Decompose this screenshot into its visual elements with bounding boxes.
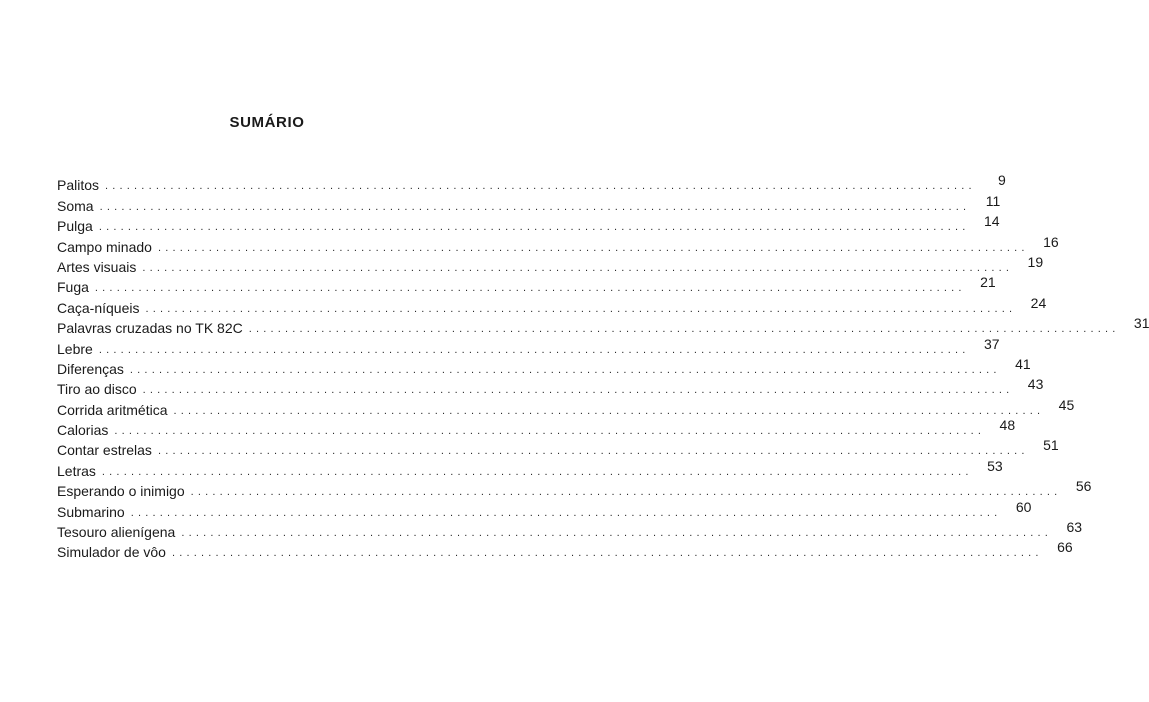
dot-leader: ........................................................................................................................: [171, 547, 1043, 560]
toc-entry: [57, 376, 1044, 398]
toc-entry-title: Lebre: [57, 340, 93, 357]
toc-entry: [57, 335, 1000, 357]
dot-leader: ........................................................................................................................: [145, 302, 1017, 315]
toc-entry-page: 37: [983, 335, 1000, 352]
dot-leader: ........................................................................................................................: [99, 200, 971, 213]
dot-leader: ........................................................................................................................: [157, 241, 1029, 254]
toc-entry: [57, 478, 1092, 500]
toc-entry: [57, 172, 1006, 194]
dot-leader: ........................................................................................................................: [142, 384, 1014, 397]
toc-entry: [57, 355, 1031, 377]
dot-leader: ........................................................................................................................: [101, 465, 973, 478]
toc-entry: [57, 498, 1032, 520]
toc-entry-title: Tiro ao disco: [57, 381, 137, 398]
toc-entry-title: Calorias: [57, 422, 109, 439]
toc-entry-title: Soma: [57, 197, 94, 214]
page-title: SUMÁRIO: [229, 114, 305, 131]
toc-entry-title: Fuga: [57, 279, 89, 296]
toc-entry-title: Contar estrelas: [57, 442, 152, 459]
toc-entry-page: 31: [1133, 315, 1149, 332]
toc-entry-page: 16: [1043, 233, 1059, 250]
toc-entry: [57, 457, 1003, 479]
toc-entry-page: 24: [1030, 294, 1047, 311]
toc-entry-title: Pulga: [57, 218, 93, 235]
toc-entry-page: 53: [987, 457, 1003, 474]
dot-leader: ........................................................................................................................: [130, 506, 1002, 519]
toc-entry: [57, 539, 1073, 561]
toc-entry: [57, 417, 1016, 439]
toc-entry-page: 9: [997, 172, 1006, 189]
toc-entry-page: 56: [1075, 478, 1092, 495]
dot-leader: ........................................................................................................................: [114, 425, 986, 438]
toc-entry-page: 45: [1058, 396, 1075, 413]
toc-entry: [57, 315, 1149, 337]
toc-entry-page: 14: [983, 213, 1000, 230]
toc-entry-page: 11: [985, 192, 1001, 209]
toc-entry-page: 66: [1057, 539, 1073, 556]
toc-entry: [57, 396, 1075, 418]
toc-entry: [57, 192, 1001, 214]
dot-leader: ........................................................................................................................: [181, 527, 1053, 540]
dot-leader: ........................................................................................................................: [129, 363, 1001, 376]
toc-entry: [57, 253, 1044, 275]
dot-leader: ........................................................................................................................: [190, 486, 1062, 499]
toc-entry-title: Submarino: [57, 503, 125, 520]
toc-entry-title: Letras: [57, 462, 96, 479]
toc-entry-title: Palavras cruzadas no TK 82C: [57, 320, 243, 337]
toc-entry-title: Campo minado: [57, 238, 152, 255]
dot-leader: ........................................................................................................................: [98, 221, 970, 234]
toc-entry-page: 21: [980, 274, 996, 291]
toc-entry-title: Corrida aritmética: [57, 401, 168, 418]
toc-entry: [57, 213, 1000, 235]
dot-leader: ........................................................................................................................: [248, 323, 1120, 336]
toc-entry: [57, 274, 996, 296]
dot-leader: ........................................................................................................................: [157, 445, 1029, 458]
toc-entry: [57, 294, 1047, 316]
toc-entry-page: 51: [1043, 437, 1059, 454]
dot-leader: ........................................................................................................................: [94, 282, 966, 295]
toc-entry-title: Palitos: [57, 177, 100, 194]
toc-entry-page: 43: [1027, 376, 1044, 393]
toc-entry-title: Esperando o inimigo: [57, 483, 185, 500]
toc-entry-title: Caça-níqueis: [57, 299, 140, 316]
toc-entry-title: Artes visuais: [57, 258, 137, 275]
toc-entry-page: 48: [999, 417, 1016, 434]
toc-entry-title: Diferenças: [57, 360, 124, 377]
toc-entry-page: 19: [1027, 253, 1044, 270]
toc-entry-page: 63: [1066, 519, 1083, 536]
toc-entry: [57, 233, 1059, 255]
toc-entry-page: 60: [1015, 498, 1032, 515]
toc-entry-title: Simulador de vôo: [57, 544, 166, 561]
toc-entry: [57, 519, 1083, 541]
dot-leader: ........................................................................................................................: [173, 404, 1045, 417]
dot-leader: ........................................................................................................................: [142, 261, 1014, 274]
toc-entry: [57, 437, 1059, 459]
dot-leader: ........................................................................................................................: [98, 343, 970, 356]
toc-entry-title: Tesouro alienígena: [57, 524, 176, 541]
toc-entry-page: 41: [1015, 355, 1031, 372]
table-of-contents: [57, 172, 1149, 561]
dot-leader: ........................................................................................................................: [105, 180, 976, 193]
